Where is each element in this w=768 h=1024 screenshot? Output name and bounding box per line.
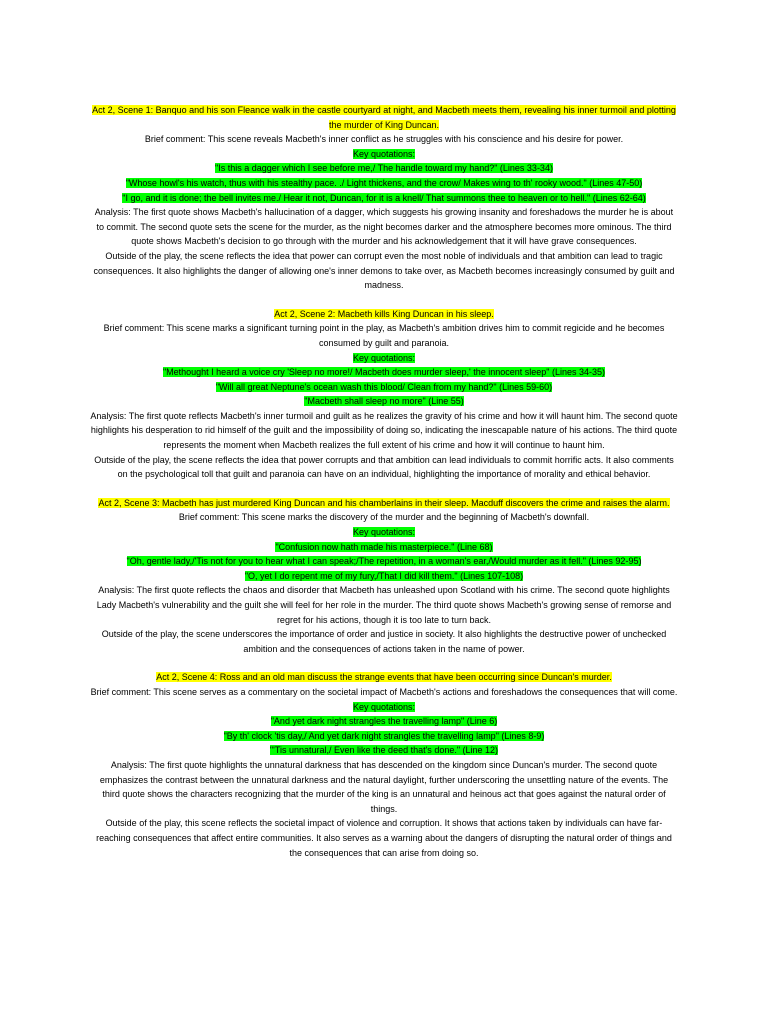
section-heading: Act 2, Scene 4: Ross and an old man discuss the strange events that have been occurring since Duncan's murder. xyxy=(156,672,612,683)
quotation: "Is this a dagger which I see before me,/ The handle toward my hand?" (Lines 33-34) xyxy=(215,163,553,174)
analysis-paragraph: Analysis: The first quote reflects the chaos and disorder that Macbeth has unleashed upon Scotland with his crime. The second quote highlights Lady Macbeth's vulnerability and the guilt she will feel for her role in the murder. The third quote shows Macbeth's growing sense of remorse and regret for his actions, though it is too late to turn back. xyxy=(96,585,672,625)
section-heading: Act 2, Scene 1: Banquo and his son Fleance walk in the castle courtyard at night, and Macbeth meets them, revealing his inner turmoil and plotting the murder of King Duncan. xyxy=(92,105,676,130)
analysis-paragraph: Analysis: The first quote highlights the unnatural darkness that has descended on the kingdom since Duncan's murder. The second quote emphasizes the contrast between the unnatural darkness and the natural daylight, further underscoring the unsettling nature of the events. The third quote shows the characters recognizing that the murder of the king is an unnatural and heinous act that goes against the natural order of things. xyxy=(99,759,669,814)
section-act2-scene3 xyxy=(90,496,678,657)
analysis-paragraph: Analysis: The first quote shows Macbeth's hallucination of a dagger, which suggests his growing insanity and foreshadows the murder he is about to commit. The second quote sets the scene for the murder, as the night becomes darker and the atmosphere becomes more ominous. The third quote shows Macbeth's decision to go through with the murder and his acknowledgement that it will have grave consequences. xyxy=(94,207,674,247)
quotation: "Whose howl's his watch, thus with his stealthy pace. ./ Light thickens, and the crow/ Makes wing to th' rooky wood." (Lines 47-50) xyxy=(125,177,643,188)
section-act2-scene1 xyxy=(90,103,678,293)
section-act2-scene2 xyxy=(90,307,678,482)
quotation: "Will all great Neptune's ocean wash this blood/ Clean from my hand?" (Lines 59-60) xyxy=(215,381,553,392)
brief-comment: Brief comment: This scene reveals Macbeth's inner conflict as he struggles with his conscience and his desire for power. xyxy=(144,134,624,145)
outside-play-paragraph: Outside of the play, this scene reflects the societal impact of violence and corruption. It shows that actions taken by individuals can have far-reaching consequences that affect entire communities. It also serves as a warning about the dangers of disrupting the natural order of things and the consequences that can arise from doing so. xyxy=(96,818,672,858)
brief-comment: Brief comment: This scene marks the discovery of the murder and the beginning of Macbeth's downfall. xyxy=(178,512,590,523)
brief-comment: Brief comment: This scene serves as a commentary on the societal impact of Macbeth's actions and foreshadows the consequences that will come. xyxy=(90,686,678,697)
section-act2-scene4 xyxy=(90,670,678,860)
outside-play-paragraph: Outside of the play, the scene underscores the importance of order and justice in society. It also highlights the destructive power of unchecked ambition and the consequences of actions taken in the name of power. xyxy=(101,629,667,654)
key-quotations-label: Key quotations: xyxy=(352,352,416,363)
outside-play-paragraph: Outside of the play, the scene reflects the idea that power corrupts and that ambition can lead individuals to commit horrific acts. It also comments on the psychological toll that guilt and paranoia can have on an individual, highlighting the importance of morality and ethical behavior. xyxy=(94,454,674,480)
brief-comment: Brief comment: This scene marks a significant turning point in the play, as Macbeth's ambition drives him to commit regicide and he becomes consumed by guilt and paranoia. xyxy=(103,323,665,348)
analysis-paragraph: Analysis: The first quote reflects Macbeth's inner turmoil and guilt as he realizes the gravity of his crime and how it will haunt him. The second quote highlights his desperation to rid himself of the guilt and the impossibility of doing so, indicating the inescapable nature of his actions. The third quote represents the moment when Macbeth realizes the full extent of his crime and how it will continue to haunt him. xyxy=(90,410,678,451)
quotation: "I go, and it is done; the bell invites me./ Hear it not, Duncan, for it is a knell/ That summons thee to heaven or to hell." (Lines 62-64) xyxy=(122,192,646,203)
quotation: "Oh, gentle lady,/'Tis not for you to hear what I can speak;/The repetition, in a woman's ear,/Would murder as it fell." (Lines 92-95) xyxy=(126,556,642,567)
section-heading: Act 2, Scene 3: Macbeth has just murdered King Duncan and his chamberlains in their sleep. Macduff discovers the crime and raises the alarm. xyxy=(98,497,670,508)
quotation: "Macbeth shall sleep no more" (Line 55) xyxy=(304,396,464,407)
document-content xyxy=(90,103,678,874)
quotation: "Confusion now hath made his masterpiece." (Line 68) xyxy=(275,541,493,552)
outside-play-paragraph: Outside of the play, the scene reflects the idea that power can corrupt even the most noble of individuals and that ambition can lead to tragic consequences. It also highlights the danger of allowing one's inner demons to take over, as Macbeth becomes increasingly consumed by guilt and madness. xyxy=(93,250,675,291)
quotation: "And yet dark night strangles the travelling lamp" (Line 6) xyxy=(270,716,498,727)
section-heading: Act 2, Scene 2: Macbeth kills King Duncan in his sleep. xyxy=(274,308,494,319)
quotation: "Methought I heard a voice cry 'Sleep no more!/ Macbeth does murder sleep,' the innocent sleep" (Lines 34-35) xyxy=(162,367,606,378)
quotation: "By th' clock 'tis day,/ And yet dark night strangles the travelling lamp" (Lines 8-9) xyxy=(223,730,545,741)
key-quotations-label: Key quotations: xyxy=(352,148,416,159)
key-quotations-label: Key quotations: xyxy=(352,527,416,538)
quotation: "O, yet I do repent me of my fury,/That I did kill them." (Lines 107-108) xyxy=(244,570,524,581)
key-quotations-label: Key quotations: xyxy=(352,701,416,712)
quotation: "'Tis unnatural,/ Even like the deed that's done." (Line 12) xyxy=(269,745,499,756)
